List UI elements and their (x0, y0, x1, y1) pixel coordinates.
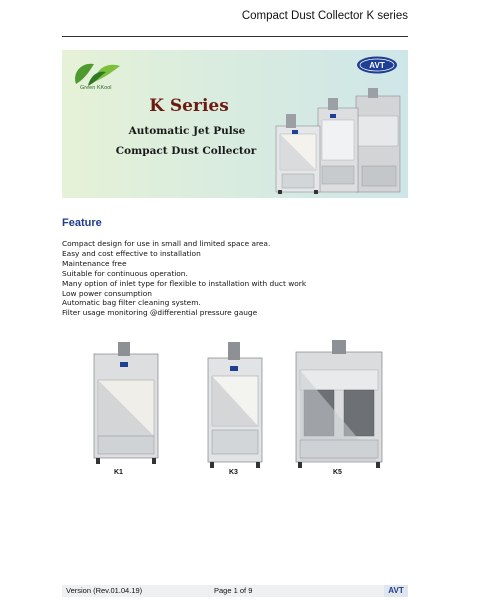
feature-item: Automatic bag filter cleaning system. (62, 298, 201, 308)
banner-title: K Series (149, 96, 229, 116)
product-label-k3: K3 (229, 469, 238, 476)
k5-unit-image (296, 340, 382, 468)
feature-item: Easy and cost effective to installation (62, 248, 201, 258)
product-units-image (88, 340, 388, 480)
product-banner (62, 50, 408, 198)
k1-unit-image (94, 342, 158, 464)
feature-item: Maintenance free (62, 258, 127, 268)
feature-item: Low power consumption (62, 288, 152, 298)
feature-item: Many option of inlet type for flexible to installation with duct work (62, 278, 307, 288)
logo-text: Green KKool (80, 85, 112, 91)
header-divider (62, 36, 408, 37)
footer-brand: AVT (384, 585, 408, 597)
feature-heading: Feature (62, 217, 102, 229)
page-footer (62, 585, 408, 597)
feature-list (62, 239, 306, 318)
feature-item: Compact design for use in small and limited space area. (62, 239, 271, 248)
product-label-k5: K5 (333, 469, 342, 476)
k3-unit-image (208, 342, 262, 468)
footer-page-number: Page 1 of 9 (214, 586, 253, 595)
feature-item: Filter usage monitoring @differential pressure gauge (62, 308, 258, 318)
avt-logo-text: AVT (369, 61, 385, 70)
avt-logo-icon (356, 56, 398, 74)
product-label-k1: K1 (114, 469, 123, 476)
feature-item: Suitable for continuous operation. (62, 268, 188, 278)
banner-subtitle-1: Automatic Jet Pulse (128, 125, 246, 137)
footer-version: Version (Rev.01.04.19) (66, 586, 143, 595)
banner-machines-image (272, 86, 404, 198)
banner-subtitle-2: Compact Dust Collector (115, 145, 257, 157)
page-header-title: Compact Dust Collector K series (241, 10, 408, 22)
